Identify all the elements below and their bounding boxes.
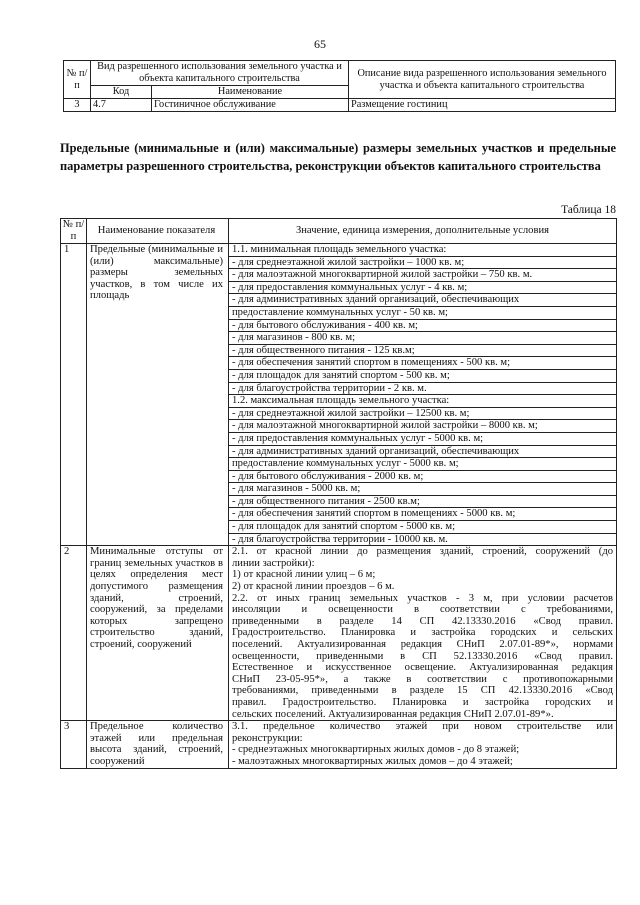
header-naim: Наименование (152, 86, 349, 99)
value-line: 1.1. минимальная площадь земельного участка: (232, 244, 447, 255)
value-line: - для предоставления коммунальных услуг - 4 кв. м; (229, 281, 616, 294)
value-line: Естественное и искусственное освещение. Актуализированная редакция (232, 662, 613, 674)
value-line: - для обеспечения занятий спортом в помещениях - 5000 кв. м; (229, 507, 616, 520)
value-line: 3.1. предельное количество этажей при новом строительстве или (232, 721, 613, 733)
value-line: правил. Градостроительство. Планировка и застройка городских и (232, 696, 613, 708)
value-line: Градостроительство. Планировка и застройка городских и сельских (232, 627, 613, 639)
value-line: - для общественного питания - 2500 кв.м; (229, 495, 616, 508)
value-line: 1) от красной линии улиц – 6 м; (232, 569, 376, 581)
value-line: - для среднеэтажной жилой застройки – 12500 кв. м; (229, 407, 616, 420)
value-line: СНиП 23-05-95*», а также в соответствии с противопожарными (232, 673, 613, 685)
value-line: - для благоустройства территории - 10000 кв. м. (229, 533, 616, 546)
value-line: - для среднеэтажной жилой застройки – 1000 кв. м; (229, 256, 616, 269)
row-name: Предельные (минимальные и (или) максимальные) размеры земельных участков, в том числе их площадь (87, 244, 229, 546)
value-line: - для магазинов - 800 кв. м; (229, 331, 616, 344)
header-value: Значение, единица измерения, дополнительные условия (229, 219, 617, 244)
value-line: - для площадок для занятий спортом - 500 кв. м; (229, 369, 616, 382)
value-line: предоставление коммунальных услуг - 50 кв. м; (229, 306, 616, 319)
parameters-table (60, 218, 617, 769)
value-line: поселений. Актуализированная редакция СНиП 2.07.01-89*», нормами (232, 639, 613, 650)
row-value (229, 244, 617, 546)
value-line: - для малоэтажной многоквартирной жилой застройки – 750 кв. м. (229, 268, 616, 281)
value-line: - для обеспечения занятий спортом в помещениях - 500 кв. м; (229, 356, 616, 369)
value-line: 1.2. максимальная площадь земельного участка: (229, 394, 616, 407)
row-num: 2 (61, 546, 87, 721)
row-num: 1 (61, 244, 87, 546)
row-name: Минимальные отступы от границ земельных участков в целях определения мест допустимого размещения зданий, строений, сооружений, за пределами которых запрещено строительство зданий, строений, сооружений (87, 546, 229, 721)
value-line: - для малоэтажной многоквартирной жилой застройки – 8000 кв. м; (229, 419, 616, 432)
value-line: линии застройки): (232, 557, 315, 569)
row-value (229, 546, 617, 721)
value-line: приведенными в разделе 14 СП 42.13330.2016 «Свод правил. (232, 615, 613, 627)
row-name: Предельное количество этажей или предельная высота зданий, строений, сооружений (87, 721, 229, 768)
header-vid: Вид разрешенного использования земельного участка и объекта капитального строительства (91, 61, 349, 86)
table-row (61, 244, 617, 546)
value-line: требованиями, приведенными в разделе 15 СП 42.13330.2016 «Свод (232, 685, 613, 697)
value-line: - для благоустройства территории - 2 кв. м. (229, 382, 616, 395)
row-num: 3 (64, 99, 91, 112)
value-line: - среднеэтажных многоквартирных жилых домов - до 8 этажей; (232, 744, 520, 756)
value-line: освещенности, приведенными в СП 52.13330.2016 «Свод правил. (232, 650, 613, 662)
value-line: - для площадок для занятий спортом - 5000 кв. м; (229, 520, 616, 533)
value-line: - для предоставления коммунальных услуг - 5000 кв. м; (229, 432, 616, 445)
header-num: № п/п (61, 219, 87, 244)
value-line: сельских поселений. Актуализированная редакция СНиП 2.07.01-89*». (232, 708, 554, 720)
value-line: - для административных зданий организаций, обеспечивающих (229, 293, 616, 306)
table-row (64, 99, 616, 112)
header-name: Наименование показателя (87, 219, 229, 244)
row-kod: 4.7 (91, 99, 152, 112)
header-opis: Описание вида разрешенного использования земельного участка и объекта капитального строительства (349, 61, 616, 99)
value-line: - малоэтажных многоквартирных жилых домов – до 4 этажей; (232, 755, 513, 767)
table-row (61, 546, 617, 721)
value-line: 2.1. от красной линии до размещения зданий, строений, сооружений (до (232, 546, 613, 558)
value-line: реконструкции: (232, 732, 303, 744)
table-caption: Таблица 18 (561, 204, 616, 216)
header-kod: Код (91, 86, 152, 99)
row-naim: Гостиничное обслуживание (152, 99, 349, 112)
value-line: 2) от красной линии проездов – 6 м. (232, 581, 395, 593)
value-line: - для магазинов - 5000 кв. м; (229, 482, 616, 495)
section-heading: Предельные (минимальные и (или) максимальные) размеры земельных участков и предельные параметры разрешенного строительства, реконструкции объектов капитального строительства (60, 141, 616, 173)
row-num: 3 (61, 721, 87, 768)
value-line: предоставление коммунальных услуг - 5000 кв. м; (229, 457, 616, 470)
value-line: - для общественного питания - 125 кв.м; (229, 344, 616, 357)
value-line: инсоляции и освещенности в соответствии с требованиями, (232, 604, 613, 616)
row-opis: Размещение гостиниц (349, 99, 616, 112)
value-line: - для бытового обслуживания - 2000 кв. м; (229, 470, 616, 483)
permitted-use-table (63, 60, 616, 112)
row-value (229, 721, 617, 768)
value-line: 2.2. от иных границ земельных участков - 3 м, при условии расчетов (232, 592, 613, 604)
value-line: - для административных зданий организаций, обеспечивающих (229, 445, 616, 458)
page-number: 65 (314, 37, 326, 51)
header-num: № п/п (64, 61, 91, 99)
value-line: - для бытового обслуживания - 400 кв. м; (229, 319, 616, 332)
table-row (61, 721, 617, 768)
